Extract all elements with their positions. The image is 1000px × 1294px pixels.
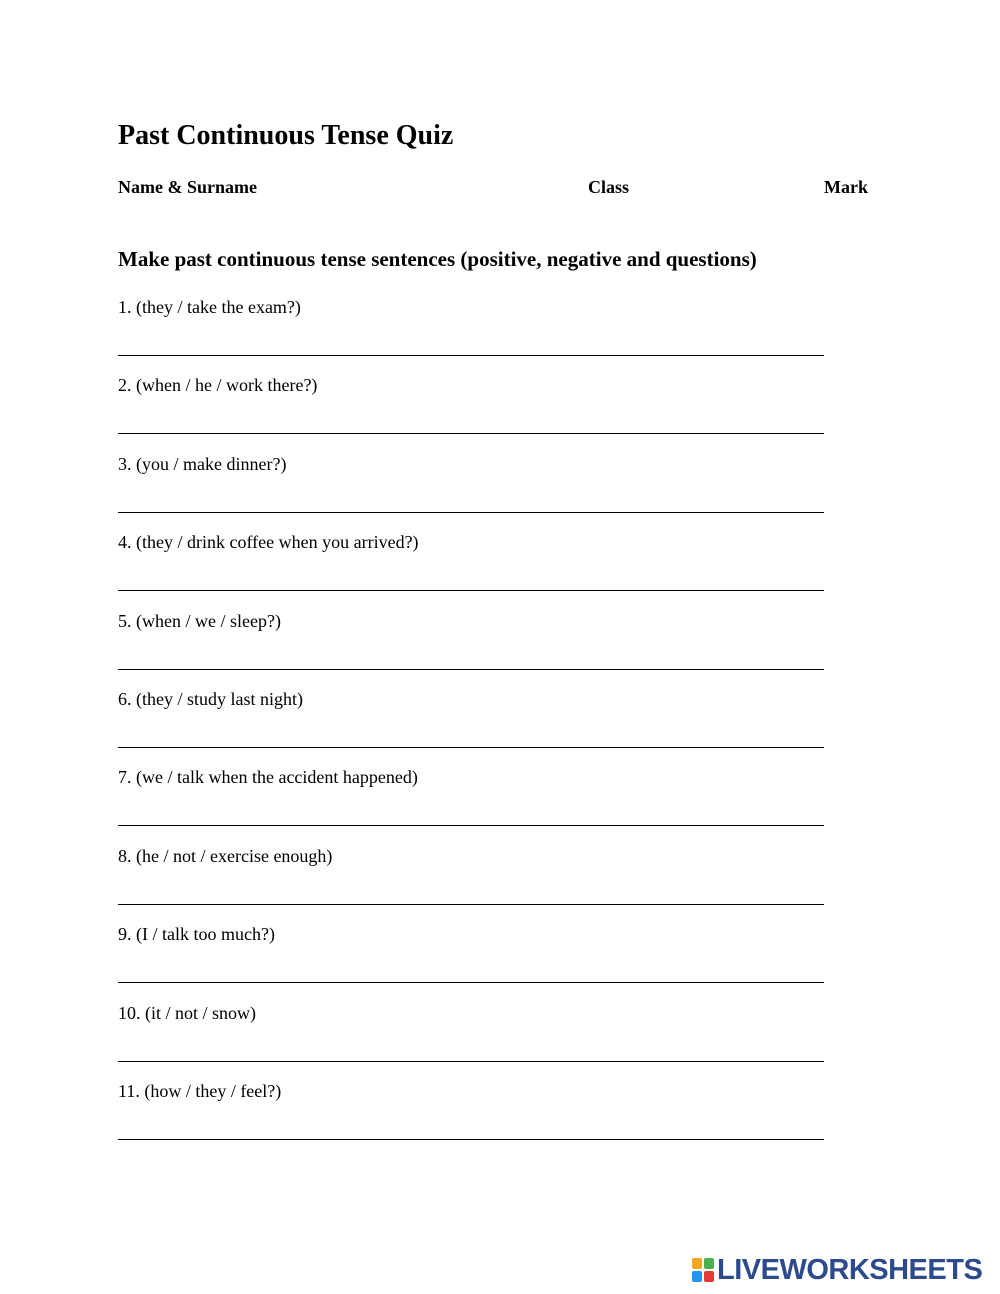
question-item bbox=[118, 922, 824, 1000]
question-item bbox=[118, 452, 824, 530]
question-item bbox=[118, 687, 824, 765]
question-text: 11. (how / they / feel?) bbox=[118, 1080, 282, 1101]
liveworksheets-logo-icon bbox=[692, 1258, 714, 1282]
answer-line[interactable] bbox=[118, 512, 824, 513]
question-item bbox=[118, 295, 824, 373]
question-item bbox=[118, 1001, 824, 1079]
answer-line[interactable] bbox=[118, 1139, 824, 1140]
answer-line[interactable] bbox=[118, 747, 824, 748]
question-text: 5. (when / we / sleep?) bbox=[118, 610, 281, 631]
logo-square bbox=[704, 1258, 714, 1269]
class-label: Class bbox=[588, 177, 630, 197]
question-text: 2. (when / he / work there?) bbox=[118, 375, 318, 396]
liveworksheets-brand bbox=[692, 1256, 982, 1284]
name-surname-label: Name & Surname bbox=[118, 177, 257, 197]
question-text: 10. (it / not / snow) bbox=[118, 1002, 256, 1023]
answer-line[interactable] bbox=[118, 825, 824, 826]
logo-square bbox=[704, 1271, 714, 1282]
question-text: 1. (they / take the exam?) bbox=[118, 297, 301, 317]
mark-label: Mark bbox=[824, 177, 868, 197]
answer-line[interactable] bbox=[118, 904, 824, 905]
question-text: 9. (I / talk too much?) bbox=[118, 924, 275, 945]
answer-line[interactable] bbox=[118, 669, 824, 670]
question-list bbox=[118, 295, 824, 1157]
answer-line[interactable] bbox=[118, 433, 824, 434]
question-text: 3. (you / make dinner?) bbox=[118, 453, 287, 474]
instructions: Make past continuous tense sentences (positive, negative and questions) bbox=[118, 247, 757, 271]
answer-line[interactable] bbox=[118, 590, 824, 591]
logo-square bbox=[692, 1258, 702, 1269]
question-text: 6. (they / study last night) bbox=[118, 688, 303, 709]
question-item bbox=[118, 1079, 824, 1157]
question-item bbox=[118, 765, 824, 843]
question-item bbox=[118, 530, 824, 608]
brand-text: LIVEWORKSHEETS bbox=[717, 1254, 983, 1286]
logo-square bbox=[692, 1271, 702, 1282]
question-item bbox=[118, 609, 824, 687]
answer-line[interactable] bbox=[118, 1061, 824, 1062]
answer-line[interactable] bbox=[118, 982, 824, 983]
answer-line[interactable] bbox=[118, 355, 824, 356]
question-text: 4. (they / drink coffee when you arrived?) bbox=[118, 532, 419, 553]
question-text: 7. (we / talk when the accident happened) bbox=[118, 767, 418, 788]
question-item bbox=[118, 373, 824, 451]
question-item bbox=[118, 844, 824, 922]
question-text: 8. (he / not / exercise enough) bbox=[118, 845, 333, 866]
page-title: Past Continuous Tense Quiz bbox=[118, 120, 454, 151]
